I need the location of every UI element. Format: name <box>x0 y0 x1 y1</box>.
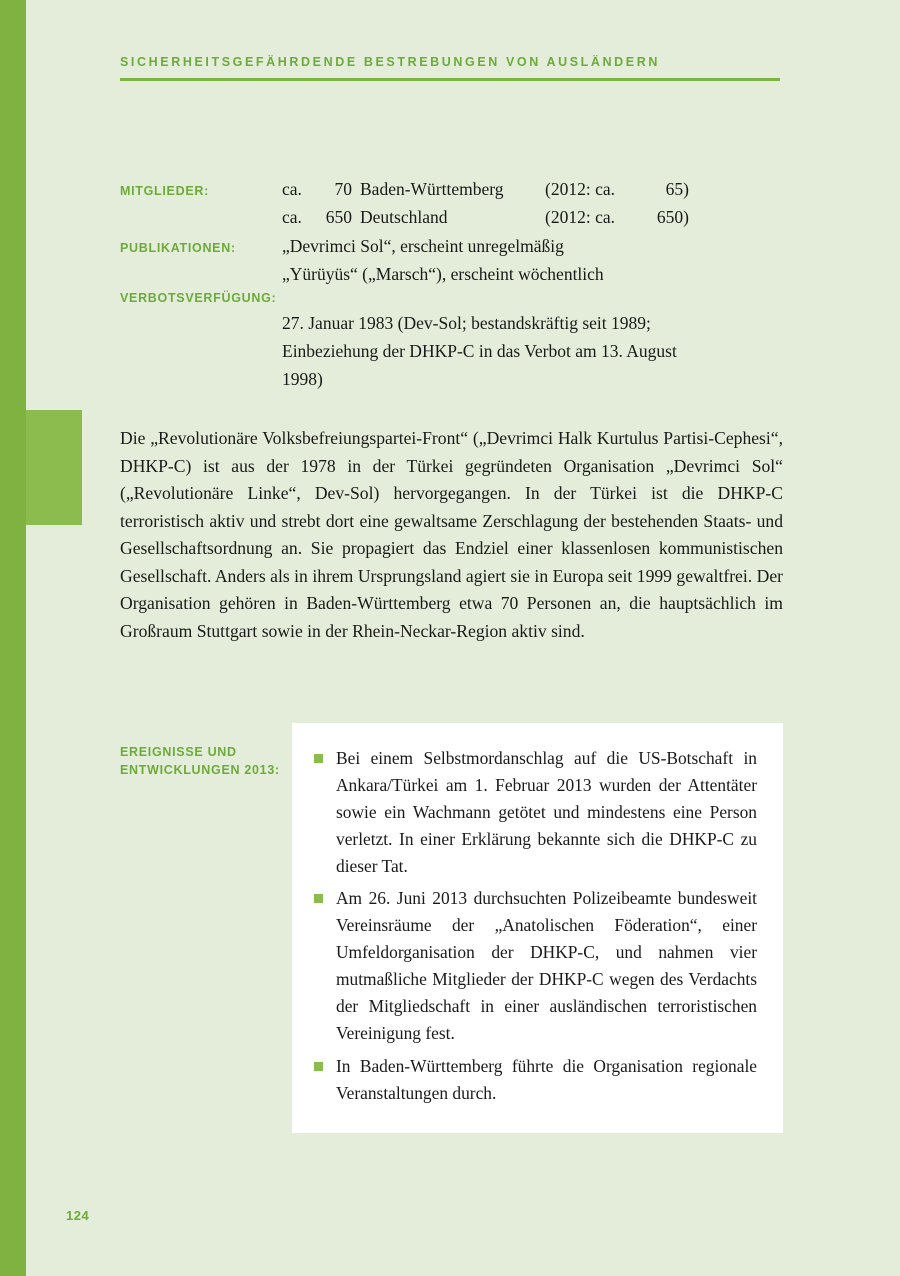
chapter-side-tab <box>26 410 82 525</box>
list-item-text: Am 26. Juni 2013 durchsuchten Polizeibeamte bundesweit Vereinsräume der „Anatolischen Föderation“, einer Umfeldorganisation der DHKP-C, und nahmen vier mutmaßliche Mitglieder der DHKP-C wegen des Verdachts der Mitgliedschaft in einer ausländischen terroristischen Vereinigung fest. <box>336 888 757 1043</box>
fact-sheet <box>120 175 790 394</box>
members-qty-2: ca. <box>282 207 302 227</box>
fact-row-publications <box>120 232 790 288</box>
fact-row-members <box>120 175 790 231</box>
members-area-2: Deutschland <box>360 207 448 227</box>
members-number-2: 650 <box>325 207 352 227</box>
list-item <box>314 1053 757 1107</box>
body-paragraph: Die „Revolutionäre Volksbefreiungspartei-Front“ („Devrimci Halk Kurtulus Partisi-Cephesi“, DHKP-C) ist aus der 1978 in der Türkei gegründeten Organisation „Devrimci Sol“ („Revolutionäre Linke“, Dev-Sol) hervorgegangen. In der Türkei ist die DHKP-C terroristisch aktiv und strebt dort eine gewaltsame Zerschlagung der bestehenden Staats- und Gesellschaftsordnung an. Sie propagiert das Endziel einer klassenlosen kommunistischen Gesellschaft. Anders als in ihrem Ursprungsland agiert sie in Europa seit 1999 gewaltfrei. Der Organisation gehören in Baden-Württemberg etwa 70 Personen an, die hauptsächlich im Großraum Stuttgart sowie in der Rhein-Neckar-Region aktiv sind. <box>120 428 783 641</box>
members-prev-year-1: (2012: ca. <box>545 179 615 199</box>
publications-line-2: „Yürüyüs“ („Marsch“), erscheint wöchentlich <box>282 264 604 284</box>
fact-row-ban-order-label <box>120 289 790 308</box>
left-margin-bar-inner <box>0 0 26 1276</box>
square-bullet-icon <box>314 894 323 903</box>
fact-label-publications: PUBLIKATIONEN: <box>120 241 236 255</box>
events-panel <box>292 723 783 1133</box>
fact-value-ban-order <box>282 309 790 393</box>
fact-row-ban-order <box>120 309 790 393</box>
events-section-label: EREIGNISSE UND ENTWICKLUNGEN 2013: <box>120 745 280 778</box>
members-area-1: Baden-Württemberg <box>360 179 504 199</box>
members-prev-number-1: 65) <box>665 179 689 199</box>
members-prev-number-2: 650) <box>656 207 689 227</box>
members-line-2 <box>282 203 790 231</box>
list-item-text: Bei einem Selbstmordanschlag auf die US-Botschaft in Ankara/Türkei am 1. Februar 2013 wurden der Attentäter sowie ein Wachmann getötet und mindestens eine Person verletzt. In einer Erklärung bekannte sich die DHKP-C zu dieser Tat. <box>336 748 757 876</box>
ban-order-line-3: 1998) <box>282 369 323 390</box>
members-prev-year-2: (2012: ca. <box>545 207 615 227</box>
header-divider <box>120 78 780 81</box>
list-item-text: In Baden-Württemberg führte die Organisation regionale Veranstaltungen durch. <box>336 1055 757 1103</box>
square-bullet-icon <box>314 1062 323 1071</box>
square-bullet-icon <box>314 754 323 763</box>
list-item <box>314 745 757 879</box>
ban-order-line-2: Einbeziehung der DHKP-C in das Verbot am 13. August <box>282 341 677 362</box>
members-line-1 <box>282 175 790 203</box>
fact-value-publications <box>282 232 790 288</box>
fact-label-members: MITGLIEDER: <box>120 184 209 198</box>
ban-order-line-1: 27. Januar 1983 (Dev-Sol; bestandskräftig seit 1989; <box>282 313 651 334</box>
list-item <box>314 885 757 1046</box>
page-title: SICHERHEITSGEFÄHRDENDE BESTREBUNGEN VON AUSLÄNDERN <box>120 55 660 69</box>
publications-line-1: „Devrimci Sol“, erscheint unregelmäßig <box>282 236 564 256</box>
page-header <box>120 55 780 81</box>
members-qty-1: ca. <box>282 179 302 199</box>
page-number: 124 <box>66 1208 90 1223</box>
left-margin-bar <box>0 0 26 1276</box>
fact-label-ban-order: VERBOTSVERFÜGUNG: <box>120 291 277 305</box>
members-number-1: 70 <box>334 179 352 199</box>
fact-value-members <box>282 175 790 231</box>
events-list <box>314 745 757 1107</box>
